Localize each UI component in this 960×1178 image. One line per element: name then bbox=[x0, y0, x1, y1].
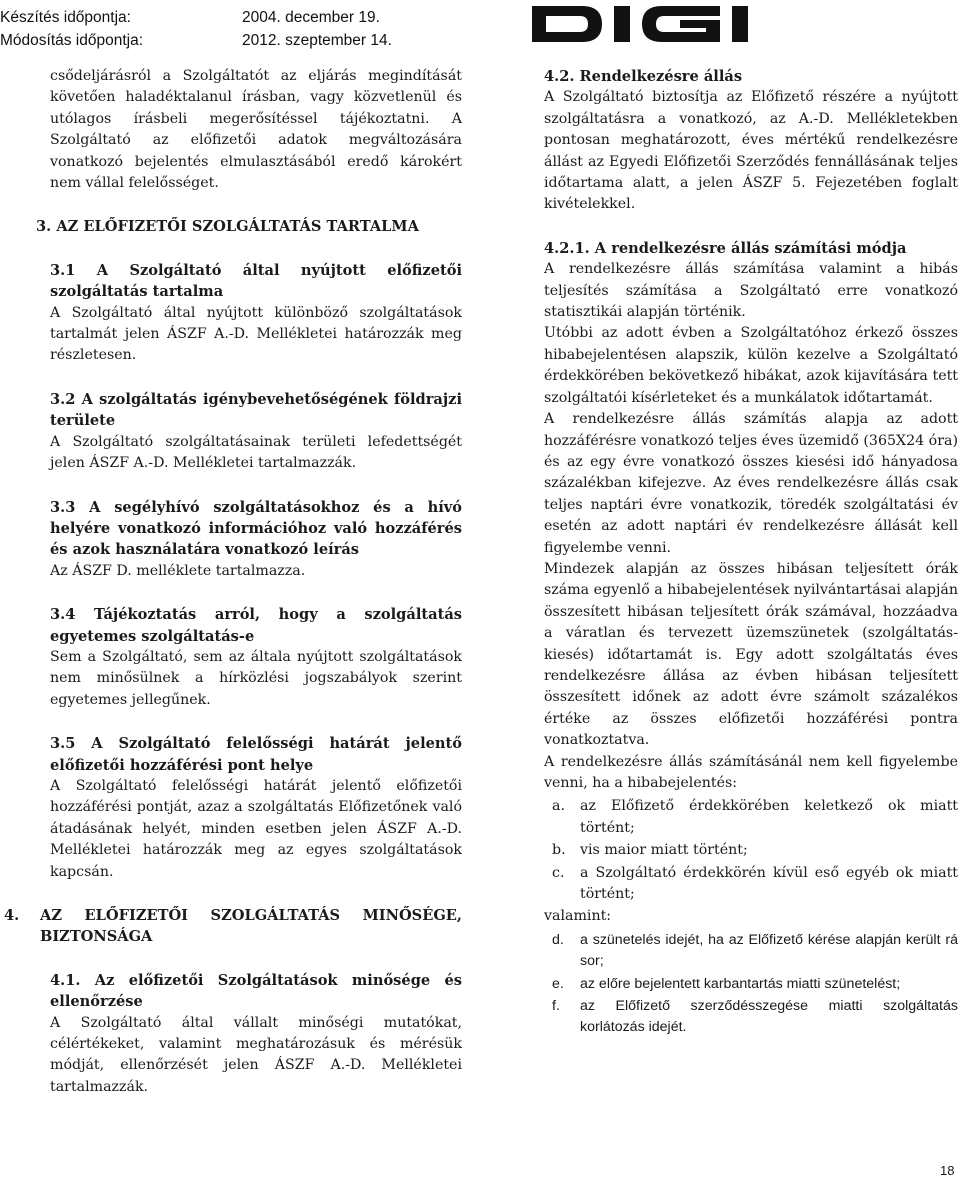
additional-exclusion-list bbox=[544, 930, 958, 1039]
section-4-1-body: A Szolgáltató által vállalt minőségi mutatókat, célértékeket, valamint meghatározásuk és mérésük módját, ellenőrzését jelen ÁSZF A.-D. Mellékletei tartalmazzák. bbox=[50, 1014, 462, 1095]
paragraph-5: A rendelkezésre állás számításánál nem kell figyelembe venni, ha a hibabejelentés: bbox=[544, 753, 958, 791]
section-4-2-1-title: 4.2.1. A rendelkezésre állás számítási módja bbox=[544, 239, 907, 257]
section-3-3-body: Az ÁSZF D. melléklete tartalmazza. bbox=[50, 562, 306, 579]
list-item: d. a szünetelés idejét, ha az Előfizető kérése alapján került rá sor; bbox=[552, 931, 958, 970]
section-3-2-body: A Szolgáltató szolgáltatásainak területi lefedettségét jelen ÁSZF A.-D. Mellékletei tartalmazzák. bbox=[50, 433, 462, 472]
paragraph-4: Mindezek alapján az összes hibásan teljesített órák száma egyenlő a hibabejelentések nyilvántartásai alapján összesített hibásan teljesített órák számával, hozzáadva a váratlan és tervezett üzemszünetek (szolgáltatás-kiesés) időtartamát is. Egy adott szolgáltatás éves rendelkezésre állása az évben hibásan teljesített összesített időnek az adott évre számolt százalékos értéke az összes előfizetői hozzáférési pontra vonatkoztatva. bbox=[544, 560, 958, 749]
left-column bbox=[4, 66, 462, 1098]
intro-paragraph: csődeljárásról a Szolgáltatót az eljárás megindítását követően haladéktalanul írásban, vagy közvetlenül és utólagos írásbeli megerősítéssel tájékoztatni. A Szolgáltató az előfizetői adatok megváltozására vonatkozó bejelentés elmulasztásából eredő károkért nem vállal felelősséget. bbox=[50, 68, 462, 192]
paragraph-3: A rendelkezésre állás számítás alapja az adott hozzáférésre vonatkozó teljes éves üzemidő (365X24 óra) és az egy évre vonatkozó összes kiesési idő hányadosa százalékban kifejezve. Az éves rendelkezésre állás csak teljes naptári évre vonatkozik, töredék szolgáltatási év esetén az adott naptári év rendelkezésre állását kell figyelembe venni. bbox=[544, 411, 958, 556]
section-3-5-body: A Szolgáltató felelősségi határát jelentő előfizetői hozzáférési pontját, azaz a szolgáltatás Előfizetőnek való átadásának helyét, minden esetben jelen ÁSZF A.-D. Mellékletei határozzák meg az egyes szolgáltatások kapcsán. bbox=[50, 777, 462, 880]
created-value: 2004. december 19. bbox=[242, 9, 380, 26]
paragraph-2: Utóbbi az adott évben a Szolgáltatóhoz érkező összes hibabejelentésen alapszik, külön kezelve a Szolgáltató érdekkörében bekövetkező hibákat, azok kijavítására tett szolgáltatói kísérleteket és a munkálatok időtartamát. bbox=[544, 325, 958, 406]
list-item: e. az előre bejelentett karbantartás miatti szünetelést; bbox=[552, 975, 901, 992]
modified-label: Módosítás időpontja: bbox=[0, 32, 144, 49]
created-label: Készítés időpontja: bbox=[0, 9, 131, 26]
list-item: f. az Előfizető szerződésszegése miatti szolgáltatás korlátozás idejét. bbox=[552, 998, 958, 1036]
digi-logo bbox=[530, 2, 805, 46]
section-3-1-body: A Szolgáltató által nyújtott különböző szolgáltatások tartalmát jelen ÁSZF A.-D. Mellékletei határozzák meg részletesen. bbox=[50, 304, 462, 364]
modified-value: 2012. szeptember 14. bbox=[242, 32, 392, 49]
section-4-text: AZ ELŐFIZETŐI SZOLGÁLTATÁS MINŐSÉGE, BIZTONSÁGA bbox=[40, 907, 462, 946]
section-3-4-body: Sem a Szolgáltató, sem az általa nyújtott szolgáltatások nem minősülnek a hírközlési jogszabályok szerint egyetemes jellegűnek. bbox=[50, 648, 462, 708]
section-3-1-title: 3.1 A Szolgáltató által nyújtott előfizetői szolgáltatás tartalma bbox=[50, 261, 462, 301]
section-4-2-title: 4.2. Rendelkezésre állás bbox=[544, 68, 743, 85]
exclusion-list bbox=[544, 796, 958, 905]
page-number: 18 bbox=[940, 1163, 955, 1178]
right-column bbox=[544, 66, 958, 1040]
section-4-number: 4. bbox=[4, 907, 20, 924]
section-3-title: 3. AZ ELŐFIZETŐI SZOLGÁLTATÁS TARTALMA bbox=[36, 218, 419, 236]
digi-logo-icon bbox=[530, 2, 805, 46]
list-item: b. vis maior miatt történt; bbox=[552, 842, 748, 859]
section-3-3-title: 3.3 A segélyhívó szolgáltatásokhoz és a hívó helyére vonatkozó információhoz való hozzáférés és azok használatára vonatkozó leírás bbox=[50, 498, 462, 559]
section-3-2-title: 3.2 A szolgáltatás igénybevehetőségének földrajzi területe bbox=[50, 390, 462, 430]
list-item: c. a Szolgáltató érdekkörén kívül eső egyéb ok miatt történt; bbox=[552, 864, 958, 903]
valamint-label: valamint: bbox=[544, 908, 612, 925]
section-3-5-title: 3.5 A Szolgáltató felelősségi határát jelentő előfizetői hozzáférési pont helye bbox=[50, 735, 462, 774]
section-4-2-body: A Szolgáltató biztosítja az Előfizető részére a nyújtott szolgáltatásra a vonatkozó, az A.-D. Mellékletekben pontosan meghatározott, éves mértékű rendelkezésre állást az Egyedi Előfizetői Szerződés fennállásának teljes időtartama alatt, a jelen ÁSZF 5. Fejezetében foglalt kivételekkel. bbox=[544, 89, 958, 213]
section-4-1-title: 4.1. Az előfizetői Szolgáltatások minősége és ellenőrzése bbox=[50, 971, 462, 1011]
paragraph-1: A rendelkezésre állás számítása valamint a hibás teljesítés számítása a Szolgáltató erre vonatkozó statisztikái alapján történik. bbox=[544, 261, 958, 321]
section-3-4-title: 3.4 Tájékoztatás arról, hogy a szolgáltatás egyetemes szolgáltatás-e bbox=[50, 606, 462, 645]
document-header bbox=[0, 6, 392, 52]
section-4-title bbox=[4, 905, 462, 948]
list-item: a. az Előfizető érdekkörében keletkező ok miatt történt; bbox=[552, 798, 958, 836]
